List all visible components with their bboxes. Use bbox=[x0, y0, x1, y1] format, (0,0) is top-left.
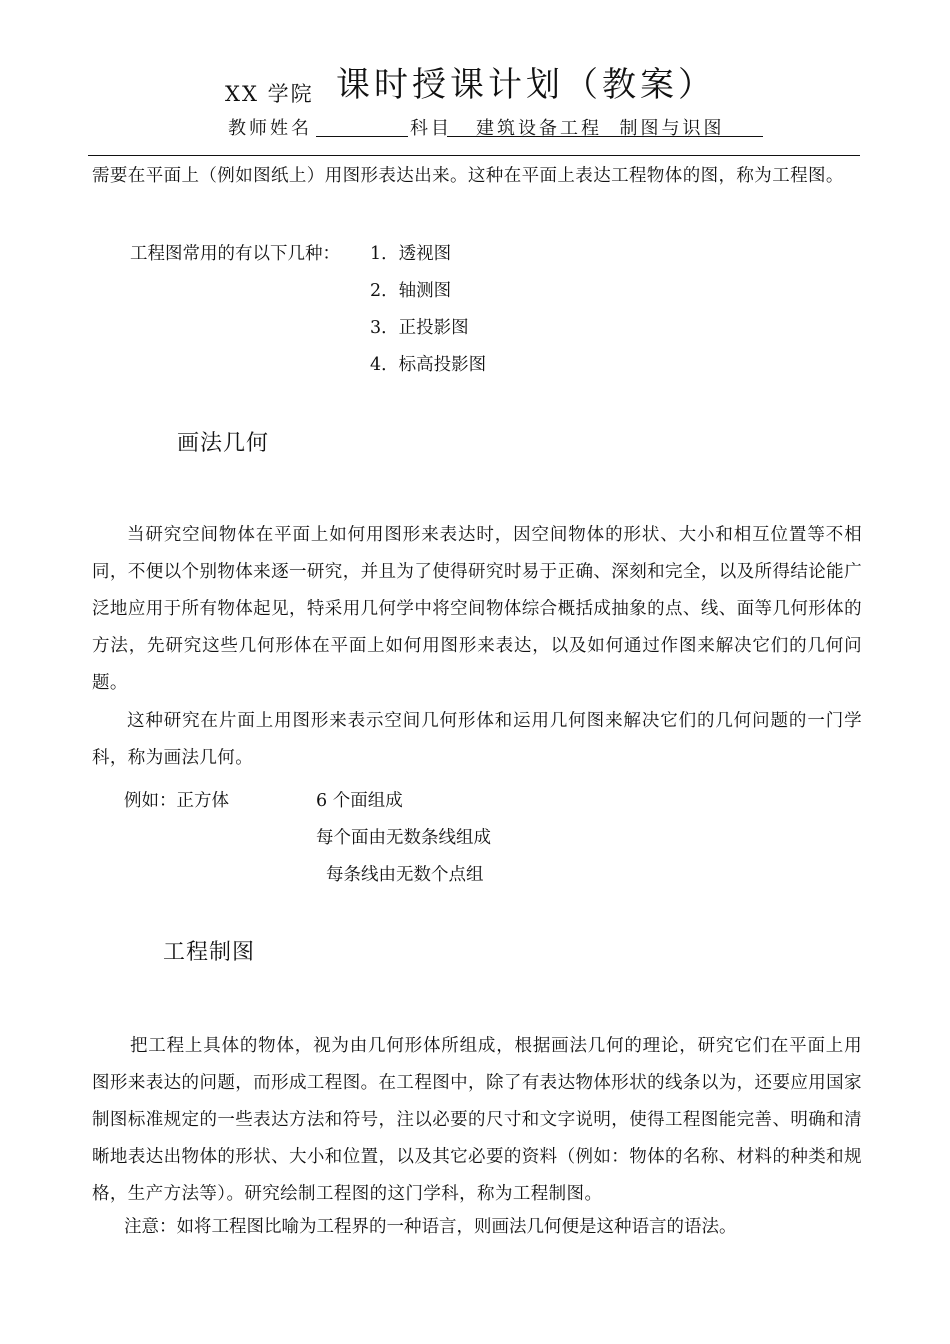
example-line: 6 个面组成 bbox=[316, 791, 403, 811]
subject-value: 建筑设备工程 制图与识图 bbox=[476, 118, 725, 139]
types-label: 工程图常用的有以下几种： bbox=[130, 244, 340, 264]
section-heading-descriptive-geometry: 画法几何 bbox=[177, 431, 270, 456]
engineering-drawing-paragraph: 把工程上具体的物体，视为由几何形体所组成，根据画法几何的理论，研究它们在平面上用图形来表达的问题，而形成工程图。在工程图中，除了有表达物体形状的线条以为，还要应用国家制图标准规定的一些表达方法和符号，注以必要的尺寸和文字说明，使得工程图能完善、明确和清晰地表达出物体的形状、大小和位置，以及其它必要的资料（例如：物体的名称、材料的种类和规格，生产方法等）。研究绘制工程图的这门学科，称为工程制图。 bbox=[92, 1036, 862, 1204]
descriptive-geometry-paragraph-2: 这种研究在片面上用图形来表示空间几何形体和运用几何图来解决它们的几何问题的一门学科，称为画法几何。 bbox=[92, 711, 862, 768]
type-item: 4．标高投影图 bbox=[370, 355, 487, 375]
page-title: 课时授课计划（教案） bbox=[336, 65, 716, 105]
intro-paragraph: 需要在平面上（例如图纸上）用图形表达出来。这种在平面上表达工程物体的图，称为工程图。 bbox=[92, 166, 844, 186]
subject-label: 科目 bbox=[410, 118, 452, 139]
section-heading-engineering-drawing: 工程制图 bbox=[163, 940, 256, 965]
header-divider bbox=[88, 155, 860, 156]
type-item: 3．正投影图 bbox=[370, 318, 469, 338]
school-name: XX 学院 bbox=[225, 82, 314, 106]
engineering-drawing-note: 注意：如将工程图比喻为工程界的一种语言，则画法几何便是这种语言的语法。 bbox=[124, 1217, 737, 1237]
example-line: 每条线由无数个点组 bbox=[326, 865, 484, 885]
teacher-label: 教师姓名 bbox=[228, 118, 312, 139]
example-line: 每个面由无数条线组成 bbox=[316, 828, 491, 848]
example-label: 例如：正方体 bbox=[124, 791, 229, 811]
type-item: 1．透视图 bbox=[370, 244, 452, 264]
type-item: 2．轴测图 bbox=[370, 281, 452, 301]
descriptive-geometry-paragraph-1: 当研究空间物体在平面上如何用图形来表达时，因空间物体的形状、大小和相互位置等不相同，不便以个别物体来逐一研究，并且为了使得研究时易于正确、深刻和完全，以及所得结论能广泛地应用于所有物体起见，特采用几何学中将空间物体综合概括成抽象的点、线、面等几何形体的方法，先研究这些几何形体在平面上如何用图形来表达，以及如何通过作图来解决它们的几何问题。 bbox=[92, 525, 862, 693]
teacher-name-field bbox=[316, 114, 408, 137]
